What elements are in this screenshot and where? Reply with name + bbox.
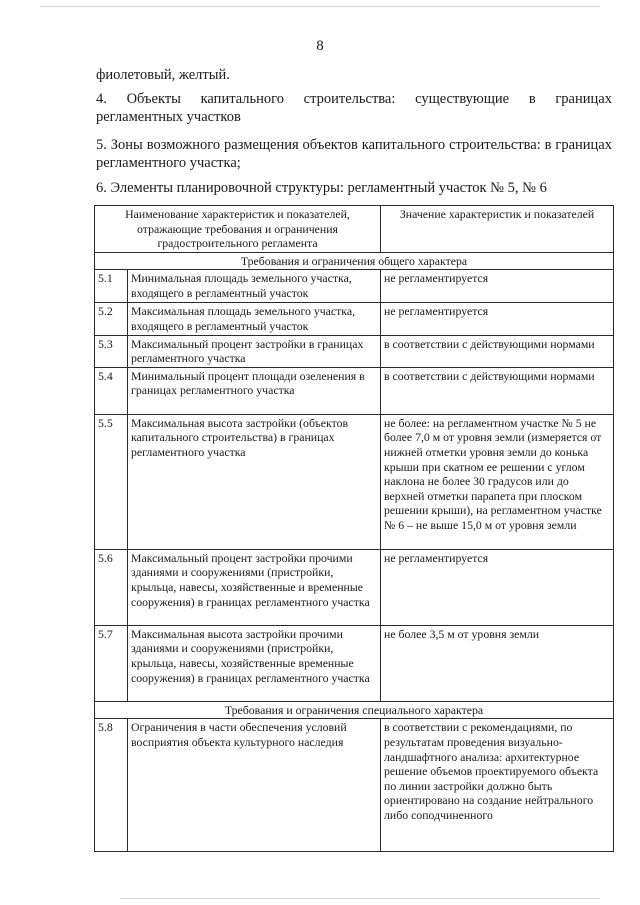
table-row (95, 335, 614, 367)
row-number: 5.3 (95, 335, 128, 367)
row-number: 5.7 (95, 625, 128, 701)
row-characteristic: Максимальный процент застройки в границах регламентного участка (128, 335, 381, 367)
table-row (95, 270, 614, 303)
row-value: не регламентируется (381, 303, 614, 335)
section-row-general (95, 252, 614, 270)
paragraph-planning-elements: 6. Элементы планировочной структуры: регламентный участок № 5, № 6 (96, 180, 547, 196)
word: 4. (96, 91, 107, 107)
word: существующие (415, 91, 510, 107)
paragraph-colors-continuation: фиолетовый, желтый. (96, 67, 230, 83)
row-characteristic: Максимальная высота застройки (объектов капитального строительства) в границах регламентного участка (128, 414, 381, 549)
row-value: не регламентируется (381, 549, 614, 625)
regulation-table (94, 205, 614, 852)
paragraph-capital-objects-line2: регламентных участков (96, 109, 241, 125)
row-characteristic: Максимальный процент застройки прочими зданиями и сооружениями (пристройки, крыльца, навесы, хозяйственные и временные сооружения) в границах регламентного участка (128, 549, 381, 625)
word: строительства: (303, 91, 396, 107)
table-header-row (95, 206, 614, 253)
row-value: в соответствии с действующими нормами (381, 367, 614, 414)
word: границах (555, 91, 612, 107)
header-value-cell: Значение характеристик и показателей (381, 206, 614, 253)
table-row (95, 303, 614, 335)
row-value: в соответствии с рекомендациями, по результатам проведения визуально-ландшафтного анализа: архитектурное решение объемов проектируемого объекта по линии застройки должно быть ориентировано на создание нейтрального либо соподчиненного (381, 719, 614, 852)
word: Объекты (126, 91, 181, 107)
row-value: в соответствии с действующими нормами (381, 335, 614, 367)
row-number: 5.5 (95, 414, 128, 549)
row-characteristic: Ограничения в части обеспечения условий восприятия объекта культурного наследия (128, 719, 381, 852)
table-row (95, 414, 614, 549)
table-row (95, 625, 614, 701)
table-row (95, 549, 614, 625)
table-row (95, 367, 614, 414)
scan-bottom-line (120, 898, 600, 899)
page-number: 8 (316, 38, 324, 54)
paragraph-capital-objects-line1 (96, 90, 612, 108)
row-number: 5.6 (95, 549, 128, 625)
row-number: 5.2 (95, 303, 128, 335)
scan-edge-line (40, 6, 600, 7)
row-value: не регламентируется (381, 270, 614, 303)
paragraph-capital-objects (96, 90, 612, 126)
header-name-cell: Наименование характеристик и показателей, отражающие требования и ограничения градостроительного регламента (95, 206, 381, 253)
section-row-special (95, 701, 614, 719)
row-value: не более: на регламентном участке № 5 не более 7,0 м от уровня земли (измеряется от нижней отметки уровня земли до конька крыши при скатном ее решении с углом наклона не более 30 градусов или до верхней отметки парапета при плоском решении крыши), на регламентном участке № 6 – не выше 15,0 м от уровня земли (381, 414, 614, 549)
row-characteristic: Минимальная площадь земельного участка, входящего в регламентный участок (128, 270, 381, 303)
table-row (95, 719, 614, 852)
row-number: 5.1 (95, 270, 128, 303)
row-characteristic: Максимальная площадь земельного участка, входящего в регламентный участок (128, 303, 381, 335)
paragraph-placement-zones: 5. Зоны возможного размещения объектов капитального строительства: в границах регламентного участка; (96, 137, 612, 171)
section-title-general: Требования и ограничения общего характера (95, 252, 614, 270)
row-characteristic: Максимальная высота застройки прочими зданиями и сооружениями (пристройки, крыльца, навесы, хозяйственные временные сооружения) в границах регламентного участка (128, 625, 381, 701)
row-value: не более 3,5 м от уровня земли (381, 625, 614, 701)
section-title-special: Требования и ограничения специального характера (95, 701, 614, 719)
row-characteristic: Минимальный процент площади озеленения в границах регламентного участка (128, 367, 381, 414)
row-number: 5.4 (95, 367, 128, 414)
word: в (528, 91, 536, 107)
row-number: 5.8 (95, 719, 128, 852)
word: капитального (200, 91, 284, 107)
